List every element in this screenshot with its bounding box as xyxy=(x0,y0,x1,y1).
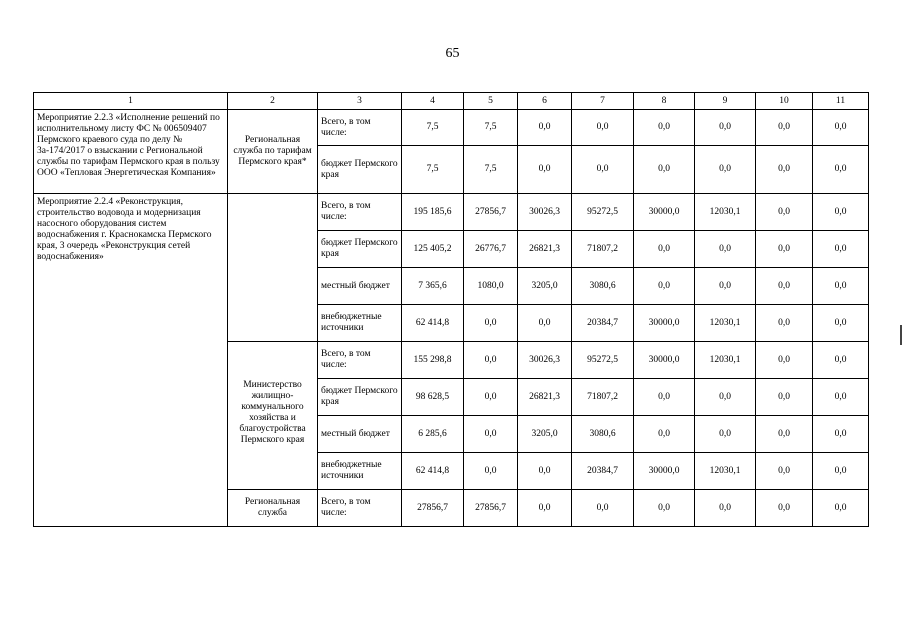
value-cell: 0,0 xyxy=(572,146,634,194)
value-cell: 95272,5 xyxy=(572,194,634,231)
value-cell: 0,0 xyxy=(572,110,634,146)
value-cell: 0,0 xyxy=(695,379,756,416)
value-cell: 20384,7 xyxy=(572,305,634,342)
value-cell: 98 628,5 xyxy=(402,379,464,416)
value-cell: 0,0 xyxy=(756,379,813,416)
header-cell: 3 xyxy=(318,93,402,110)
value-cell: 95272,5 xyxy=(572,342,634,379)
header-cell: 11 xyxy=(813,93,869,110)
funding-source-cell: бюджет Пермского края xyxy=(318,379,402,416)
funding-source-cell: Всего, в том числе: xyxy=(318,110,402,146)
table-row xyxy=(34,110,869,146)
value-cell: 0,0 xyxy=(464,379,518,416)
value-cell: 0,0 xyxy=(695,231,756,268)
margin-mark xyxy=(900,325,902,345)
value-cell: 0,0 xyxy=(813,342,869,379)
value-cell: 0,0 xyxy=(813,305,869,342)
executor-cell: Региональная служба по тарифам Пермского края* xyxy=(228,110,318,194)
event-name-cell: Мероприятие 2.2.3 «Исполнение решений по исполнительному листу ФС № 006509407 Пермского краевого суда по делу № 3а-174/2017 о взыскании с Региональной службы по тарифам Пермского края в пользу ООО «Тепловая Энергетическая Компания» xyxy=(34,110,228,194)
funding-source-cell: внебюджетные источники xyxy=(318,453,402,490)
value-cell: 71807,2 xyxy=(572,231,634,268)
value-cell: 0,0 xyxy=(464,342,518,379)
value-cell: 0,0 xyxy=(634,268,695,305)
value-cell: 7,5 xyxy=(402,110,464,146)
value-cell: 26821,3 xyxy=(518,379,572,416)
value-cell: 0,0 xyxy=(813,194,869,231)
table-body xyxy=(34,93,869,527)
value-cell: 30000,0 xyxy=(634,342,695,379)
value-cell: 0,0 xyxy=(756,342,813,379)
header-cell: 4 xyxy=(402,93,464,110)
value-cell: 12030,1 xyxy=(695,342,756,379)
header-cell: 10 xyxy=(756,93,813,110)
value-cell: 0,0 xyxy=(518,490,572,527)
value-cell: 0,0 xyxy=(634,490,695,527)
value-cell: 12030,1 xyxy=(695,194,756,231)
event-name-cell: Мероприятие 2.2.4 «Реконструкция, строительство водовода и модернизация насосного оборудования систем водоснабжения г. Краснокамска Пермского края, 3 очередь «Реконструкция сетей водоснабжения» xyxy=(34,194,228,527)
value-cell: 26776,7 xyxy=(464,231,518,268)
header-cell: 8 xyxy=(634,93,695,110)
value-cell: 27856,7 xyxy=(464,490,518,527)
value-cell: 7 365,6 xyxy=(402,268,464,305)
value-cell: 0,0 xyxy=(695,416,756,453)
value-cell: 0,0 xyxy=(756,194,813,231)
executor-cell: Региональная служба xyxy=(228,490,318,527)
value-cell: 0,0 xyxy=(518,146,572,194)
value-cell: 0,0 xyxy=(756,416,813,453)
value-cell: 30000,0 xyxy=(634,305,695,342)
header-row xyxy=(34,93,869,110)
header-cell: 9 xyxy=(695,93,756,110)
value-cell: 0,0 xyxy=(518,453,572,490)
value-cell: 0,0 xyxy=(695,490,756,527)
value-cell: 0,0 xyxy=(756,110,813,146)
value-cell: 0,0 xyxy=(756,305,813,342)
value-cell: 0,0 xyxy=(464,305,518,342)
value-cell: 7,5 xyxy=(402,146,464,194)
funding-source-cell: местный бюджет xyxy=(318,268,402,305)
header-cell: 7 xyxy=(572,93,634,110)
value-cell: 0,0 xyxy=(464,416,518,453)
value-cell: 0,0 xyxy=(813,416,869,453)
executor-cell-empty xyxy=(228,194,318,342)
funding-source-cell: бюджет Пермского края xyxy=(318,231,402,268)
executor-cell: Министерство жилищно-коммунального хозяйства и благоустройства Пермского края xyxy=(228,342,318,490)
value-cell: 0,0 xyxy=(634,416,695,453)
value-cell: 6 285,6 xyxy=(402,416,464,453)
value-cell: 0,0 xyxy=(756,453,813,490)
header-cell: 6 xyxy=(518,93,572,110)
value-cell: 20384,7 xyxy=(572,453,634,490)
value-cell: 12030,1 xyxy=(695,305,756,342)
value-cell: 27856,7 xyxy=(464,194,518,231)
value-cell: 0,0 xyxy=(813,453,869,490)
value-cell: 0,0 xyxy=(756,490,813,527)
value-cell: 7,5 xyxy=(464,110,518,146)
value-cell: 0,0 xyxy=(695,268,756,305)
value-cell: 12030,1 xyxy=(695,453,756,490)
value-cell: 30026,3 xyxy=(518,342,572,379)
value-cell: 0,0 xyxy=(634,110,695,146)
budget-table xyxy=(33,92,869,527)
value-cell: 0,0 xyxy=(756,146,813,194)
value-cell: 0,0 xyxy=(634,379,695,416)
value-cell: 71807,2 xyxy=(572,379,634,416)
value-cell: 0,0 xyxy=(518,305,572,342)
value-cell: 195 185,6 xyxy=(402,194,464,231)
value-cell: 7,5 xyxy=(464,146,518,194)
value-cell: 30000,0 xyxy=(634,453,695,490)
funding-source-cell: внебюджетные источники xyxy=(318,305,402,342)
header-cell: 5 xyxy=(464,93,518,110)
value-cell: 62 414,8 xyxy=(402,305,464,342)
value-cell: 3080,6 xyxy=(572,268,634,305)
value-cell: 0,0 xyxy=(695,146,756,194)
value-cell: 1080,0 xyxy=(464,268,518,305)
value-cell: 155 298,8 xyxy=(402,342,464,379)
value-cell: 27856,7 xyxy=(402,490,464,527)
value-cell: 0,0 xyxy=(756,231,813,268)
value-cell: 0,0 xyxy=(756,268,813,305)
value-cell: 30026,3 xyxy=(518,194,572,231)
value-cell: 62 414,8 xyxy=(402,453,464,490)
funding-source-cell: местный бюджет xyxy=(318,416,402,453)
value-cell: 0,0 xyxy=(813,110,869,146)
funding-source-cell: бюджет Пермского края xyxy=(318,146,402,194)
funding-source-cell: Всего, в том числе: xyxy=(318,490,402,527)
value-cell: 0,0 xyxy=(813,268,869,305)
funding-source-cell: Всего, в том числе: xyxy=(318,194,402,231)
page-number: 65 xyxy=(445,46,460,61)
value-cell: 0,0 xyxy=(634,231,695,268)
value-cell: 30000,0 xyxy=(634,194,695,231)
header-cell: 1 xyxy=(34,93,228,110)
value-cell: 3205,0 xyxy=(518,268,572,305)
value-cell: 0,0 xyxy=(813,146,869,194)
value-cell: 0,0 xyxy=(518,110,572,146)
value-cell: 26821,3 xyxy=(518,231,572,268)
value-cell: 3080,6 xyxy=(572,416,634,453)
value-cell: 3205,0 xyxy=(518,416,572,453)
value-cell: 0,0 xyxy=(813,231,869,268)
value-cell: 125 405,2 xyxy=(402,231,464,268)
value-cell: 0,0 xyxy=(634,146,695,194)
header-cell: 2 xyxy=(228,93,318,110)
value-cell: 0,0 xyxy=(695,110,756,146)
funding-source-cell: Всего, в том числе: xyxy=(318,342,402,379)
table-row xyxy=(34,194,869,231)
value-cell: 0,0 xyxy=(813,379,869,416)
value-cell: 0,0 xyxy=(572,490,634,527)
value-cell: 0,0 xyxy=(813,490,869,527)
value-cell: 0,0 xyxy=(464,453,518,490)
